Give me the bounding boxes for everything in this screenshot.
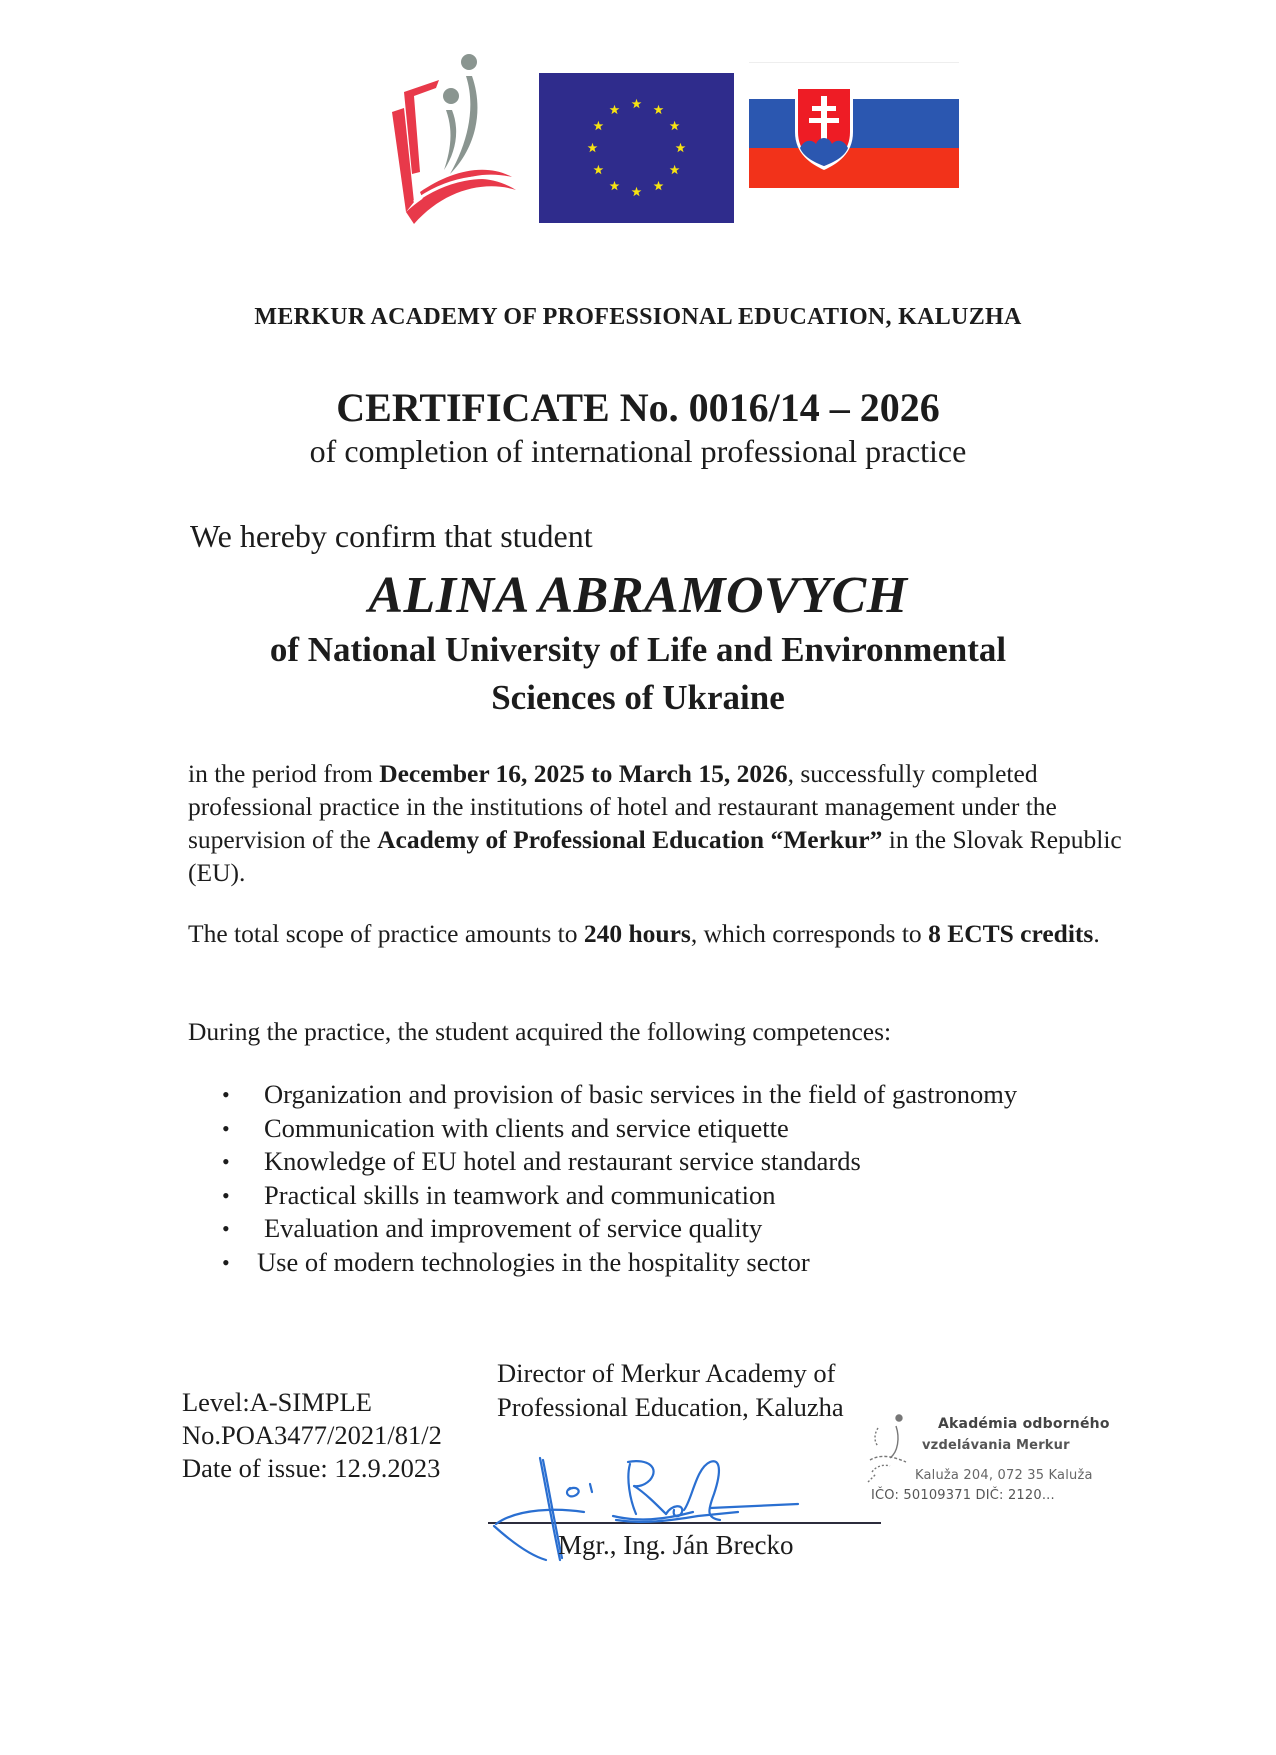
merkur-academy-logo [384, 52, 516, 230]
confirm-intro: We hereby confirm that student [190, 518, 593, 554]
period-suffix: in the Slovak Republic (EU). [188, 825, 1122, 887]
university-line-1: of National University of Life and Environmental [269, 630, 1007, 669]
director-line-1: Director of Merkur Academy of [497, 1358, 836, 1388]
level: Level:A-SIMPLE [182, 1387, 372, 1417]
certificate-title: CERTIFICATE No. 0016/14 – 2026 [336, 385, 940, 430]
scope-middle: , which corresponds to [690, 919, 929, 948]
stamp-line-2: vzdelávania Merkur [922, 1438, 1070, 1453]
competence-item: • Practical skills in teamwork and communication [222, 1179, 1017, 1213]
competence-item: • Communication with clients and service etiquette [222, 1112, 1017, 1146]
competence-item: • Use of modern technologies in the hospitality sector [222, 1246, 1017, 1280]
eu-flag [539, 73, 734, 223]
university [0, 626, 1276, 722]
date-of-issue: Date of issue: 12.9.2023 [182, 1453, 441, 1483]
supervising-institution: Academy of Professional Education “Merkur” [377, 825, 883, 854]
competences-list [222, 1078, 1017, 1279]
director-line-2: Professional Education, Kaluzha [497, 1392, 844, 1422]
university-line-2: Sciences of Ukraine [491, 678, 785, 717]
stamp-line-3: Kaluža 204, 072 35 Kaluža [915, 1468, 1093, 1483]
stamp-logo-icon [866, 1412, 922, 1492]
academy-name: MERKUR ACADEMY OF PROFESSIONAL EDUCATION, KALUZHA [254, 303, 1022, 330]
stamp-line-1: Akadémia odborného [938, 1416, 1110, 1432]
period-middle: , successfully completed professional practice in the institutions of hotel and restaurant management under the supervision of the [188, 759, 1057, 854]
director-title [497, 1356, 844, 1424]
competence-item: • Knowledge of EU hotel and restaurant service standards [222, 1145, 1017, 1179]
scope-prefix: The total scope of practice amounts to [188, 919, 584, 948]
scope-credits: 8 ECTS credits [928, 919, 1094, 948]
student-name: ALINA ABRAMOVYCH [368, 567, 908, 624]
stamp-line-4: IČO: 50109371 DIČ: 2120... [871, 1488, 1055, 1503]
period-dates: December 16, 2025 to March 15, 2026 [379, 759, 788, 788]
competence-item: • Organization and provision of basic services in the field of gastronomy [222, 1078, 1017, 1112]
practice-period-paragraph [188, 757, 1168, 889]
accreditation-number: No.POA3477/2021/81/2 [182, 1420, 442, 1450]
scope-suffix: . [1093, 919, 1100, 948]
slovakia-flag [749, 62, 959, 208]
certificate-subtitle: of completion of international professional practice [309, 433, 967, 469]
scope-hours: 240 hours [583, 919, 691, 948]
competence-item: • Evaluation and improvement of service quality [222, 1212, 1017, 1246]
accreditation-info [182, 1386, 442, 1485]
competences-intro: During the practice, the student acquired the following competences: [188, 1017, 892, 1046]
signer-name: Mgr., Ing. Ján Brecko [558, 1530, 794, 1560]
period-prefix: in the period from [188, 759, 380, 788]
practice-scope-paragraph [188, 917, 1168, 950]
